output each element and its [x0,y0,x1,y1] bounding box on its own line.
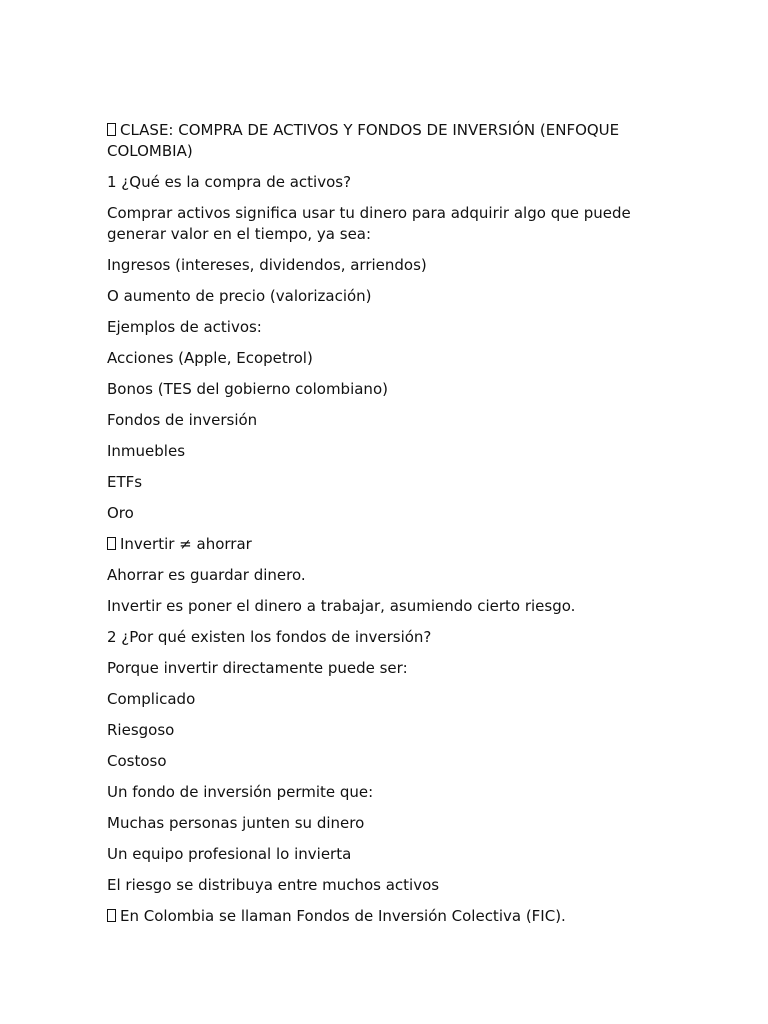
list-item: Inmuebles [107,442,186,460]
list-item: Muchas personas junten su dinero [107,814,365,832]
callout-text: Invertir ≠ ahorrar [120,535,252,553]
paragraph: Ahorrar es guardar dinero. [107,566,306,584]
list-item: Riesgoso [107,721,175,739]
heading-section-1: 1 ¿Qué es la compra de activos? [107,173,352,191]
callout-paragraph [107,534,652,555]
document-title-paragraph [107,120,652,162]
list-item: Complicado [107,690,196,708]
heading-section-2: 2 ¿Por qué existen los fondos de inversión? [107,628,432,646]
list-item: Oro [107,504,134,522]
paragraph: Ingresos (intereses, dividendos, arriendos) [107,256,427,274]
list-item: Bonos (TES del gobierno colombiano) [107,380,388,398]
paragraph: Porque invertir directamente puede ser: [107,659,408,677]
paragraph: O aumento de precio (valorización) [107,287,372,305]
list-item: El riesgo se distribuya entre muchos activos [107,876,440,894]
paragraph: Ejemplos de activos: [107,318,262,336]
document-body [107,120,652,937]
paragraph: Comprar activos significa usar tu dinero para adquirir algo que puede generar valor en el tiempo, ya sea: [107,204,631,243]
callout-text: En Colombia se llaman Fondos de Inversión Colectiva (FIC). [120,907,566,925]
list-item: Acciones (Apple, Ecopetrol) [107,349,313,367]
list-item: Un equipo profesional lo invierta [107,845,352,863]
list-item: Fondos de inversión [107,411,258,429]
missing-glyph-icon [107,123,116,136]
document-title: CLASE: COMPRA DE ACTIVOS Y FONDOS DE INVERSIÓN (ENFOQUE COLOMBIA) [107,121,620,160]
missing-glyph-icon [107,909,116,922]
list-item: Costoso [107,752,167,770]
paragraph: Invertir es poner el dinero a trabajar, asumiendo cierto riesgo. [107,597,576,615]
callout-paragraph [107,906,652,927]
paragraph: Un fondo de inversión permite que: [107,783,374,801]
list-item: ETFs [107,473,143,491]
missing-glyph-icon [107,537,116,550]
